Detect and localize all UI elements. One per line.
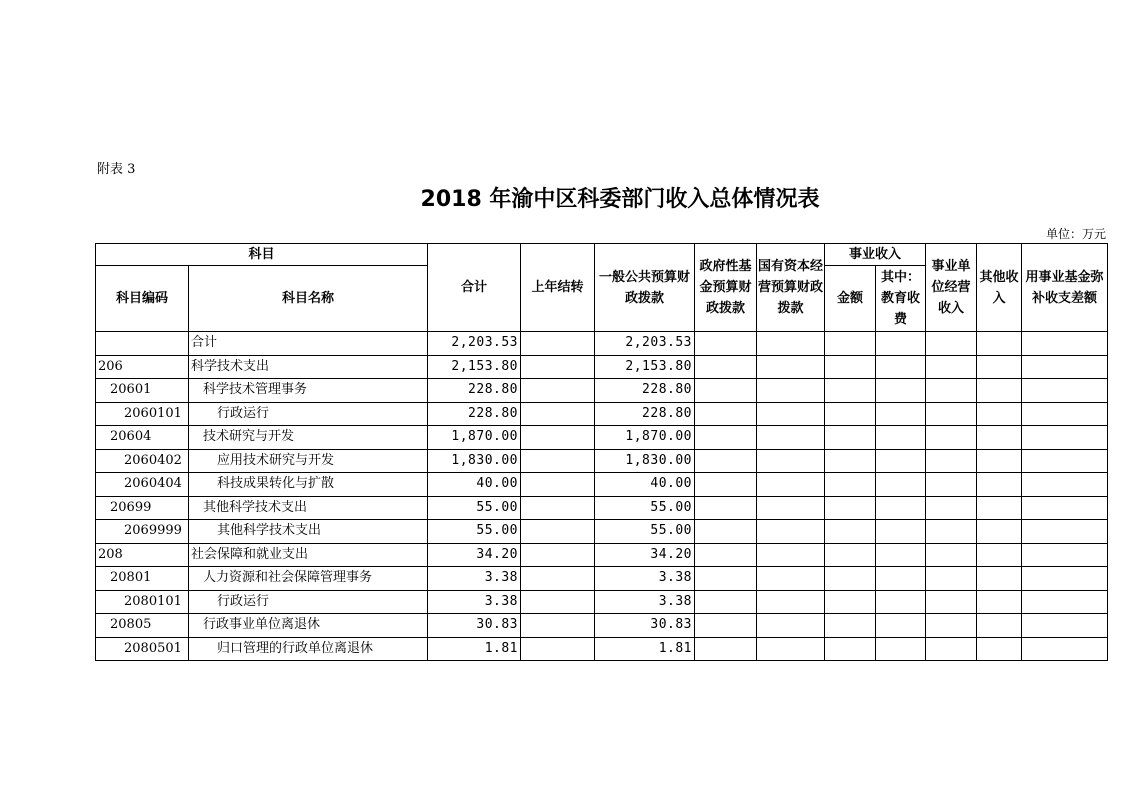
table-row <box>96 379 1108 403</box>
table-row <box>96 473 1108 497</box>
row-code: 2080501 <box>96 637 189 661</box>
row-code <box>96 332 189 356</box>
row-name: 社会保障和就业支出 <box>189 543 428 567</box>
table-row <box>96 543 1108 567</box>
table-row <box>96 614 1108 638</box>
row-total: 55.00 <box>428 520 521 544</box>
row-name: 其他科学技术支出 <box>189 520 428 544</box>
row-total: 1,870.00 <box>428 426 521 450</box>
row-general: 3.38 <box>595 590 695 614</box>
row-code: 20801 <box>96 567 189 591</box>
row-total: 34.20 <box>428 543 521 567</box>
table-row <box>96 332 1108 356</box>
row-general: 30.83 <box>595 614 695 638</box>
row-total: 228.80 <box>428 379 521 403</box>
row-total: 3.38 <box>428 567 521 591</box>
row-code: 2060101 <box>96 402 189 426</box>
table-row <box>96 449 1108 473</box>
header-total: 合计 <box>428 244 521 332</box>
table-row <box>96 520 1108 544</box>
income-table <box>95 243 1108 661</box>
row-code: 2060404 <box>96 473 189 497</box>
row-general: 55.00 <box>595 520 695 544</box>
row-code: 20604 <box>96 426 189 450</box>
unit-label: 单位：万元 <box>1045 227 1106 241</box>
row-total: 30.83 <box>428 614 521 638</box>
row-general: 1,870.00 <box>595 426 695 450</box>
row-code: 208 <box>96 543 189 567</box>
header-gov-fund: 政府性基金预算财政拨款 <box>695 244 757 332</box>
table-row <box>96 402 1108 426</box>
row-name: 行政运行 <box>189 402 428 426</box>
header-carryover: 上年结转 <box>521 244 595 332</box>
row-general: 228.80 <box>595 402 695 426</box>
row-code: 2080101 <box>96 590 189 614</box>
row-name: 科学技术管理事务 <box>189 379 428 403</box>
table-row <box>96 496 1108 520</box>
row-name: 技术研究与开发 <box>189 426 428 450</box>
table-row <box>96 355 1108 379</box>
row-total: 55.00 <box>428 496 521 520</box>
row-total: 40.00 <box>428 473 521 497</box>
header-amount: 金额 <box>825 266 876 332</box>
table-row <box>96 567 1108 591</box>
table-row <box>96 637 1108 661</box>
table-row <box>96 426 1108 450</box>
table-row <box>96 590 1108 614</box>
row-total: 2,203.53 <box>428 332 521 356</box>
row-name: 人力资源和社会保障管理事务 <box>189 567 428 591</box>
header-fund-supplement: 用事业基金弥补收支差额 <box>1022 244 1108 332</box>
row-code: 206 <box>96 355 189 379</box>
row-name: 归口管理的行政单位离退休 <box>189 637 428 661</box>
row-total: 1.81 <box>428 637 521 661</box>
row-general: 1.81 <box>595 637 695 661</box>
row-code: 20699 <box>96 496 189 520</box>
row-total: 3.38 <box>428 590 521 614</box>
row-general: 3.38 <box>595 567 695 591</box>
row-general: 34.20 <box>595 543 695 567</box>
row-name: 科技成果转化与扩散 <box>189 473 428 497</box>
header-operating-income: 事业单位经营收入 <box>926 244 977 332</box>
header-general-budget: 一般公共预算财政拨款 <box>595 244 695 332</box>
row-code: 20805 <box>96 614 189 638</box>
header-name: 科目名称 <box>189 266 428 332</box>
row-general: 1,830.00 <box>595 449 695 473</box>
row-name: 应用技术研究与开发 <box>189 449 428 473</box>
row-general: 40.00 <box>595 473 695 497</box>
row-total: 1,830.00 <box>428 449 521 473</box>
header-code: 科目编码 <box>96 266 189 332</box>
row-total: 2,153.80 <box>428 355 521 379</box>
row-general: 2,203.53 <box>595 332 695 356</box>
row-general: 228.80 <box>595 379 695 403</box>
header-other-income: 其他收入 <box>977 244 1022 332</box>
row-general: 2,153.80 <box>595 355 695 379</box>
header-state-capital: 国有资本经营预算财政拨款 <box>757 244 825 332</box>
header-edu-fee: 其中：教育收费 <box>876 266 926 332</box>
row-name: 合计 <box>189 332 428 356</box>
row-name: 行政运行 <box>189 590 428 614</box>
row-general: 55.00 <box>595 496 695 520</box>
row-name: 其他科学技术支出 <box>189 496 428 520</box>
row-code: 2060402 <box>96 449 189 473</box>
row-code: 20601 <box>96 379 189 403</box>
header-business-income: 事业收入 <box>825 244 926 266</box>
header-subject: 科目 <box>96 244 428 266</box>
attachment-label: 附表 3 <box>97 162 136 177</box>
row-code: 2069999 <box>96 520 189 544</box>
page-title: 2018 年渝中区科委部门收入总体情况表 <box>420 187 820 212</box>
row-name: 行政事业单位离退休 <box>189 614 428 638</box>
row-total: 228.80 <box>428 402 521 426</box>
row-name: 科学技术支出 <box>189 355 428 379</box>
